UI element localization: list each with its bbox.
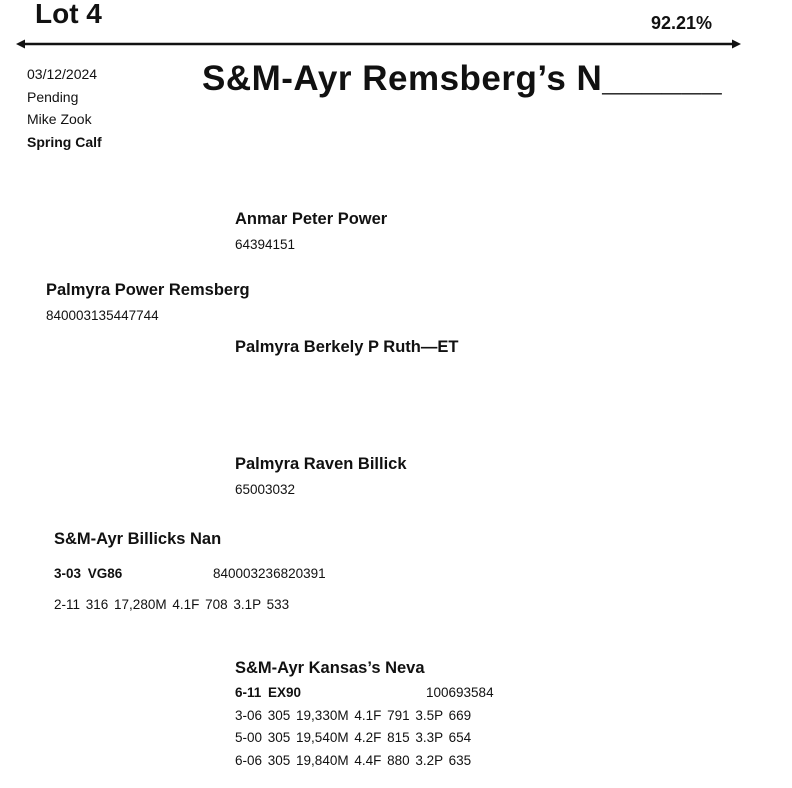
- sire-name: Palmyra Power Remsberg: [46, 281, 250, 299]
- sale-date: 03/12/2024: [27, 66, 98, 82]
- dam-dam-record: 3-06 305 19,330M 4.1F 791 3.5P 669: [235, 708, 472, 723]
- dam-dam-classification: 6-11 EX90: [235, 685, 302, 700]
- dam-dam-reg: 100693584: [426, 685, 494, 700]
- status: Pending: [27, 89, 79, 105]
- dam-dam-record: 5-00 305 19,540M 4.2F 815 3.3P 654: [235, 730, 472, 745]
- animal-name: S&M-Ayr Remsberg’s N______: [202, 59, 723, 98]
- dam-reg: 840003236820391: [213, 566, 326, 581]
- sire-sire-name: Anmar Peter Power: [235, 210, 388, 228]
- dam-sire-reg: 65003032: [235, 482, 296, 497]
- percentage: 92.21%: [651, 13, 713, 33]
- dam-sire-name: Palmyra Raven Billick: [235, 455, 407, 473]
- dam-dam-name: S&M-Ayr Kansas’s Neva: [235, 659, 425, 677]
- dam-name: S&M-Ayr Billicks Nan: [54, 530, 222, 548]
- class: Spring Calf: [27, 134, 102, 150]
- dam-dam-record: 6-06 305 19,840M 4.4F 880 3.2P 635: [235, 753, 472, 768]
- double-arrow-line: [16, 37, 741, 51]
- sire-sire-reg: 64394151: [235, 237, 296, 252]
- sire-reg: 840003135447744: [46, 308, 159, 323]
- dam-record: 2-11 316 17,280M 4.1F 708 3.1P 533: [54, 597, 290, 612]
- sire-dam-name: Palmyra Berkely P Ruth—ET: [235, 338, 459, 356]
- lot-label: Lot 4: [35, 0, 102, 29]
- dam-classification: 3-03 VG86: [54, 566, 123, 581]
- owner: Mike Zook: [27, 111, 92, 127]
